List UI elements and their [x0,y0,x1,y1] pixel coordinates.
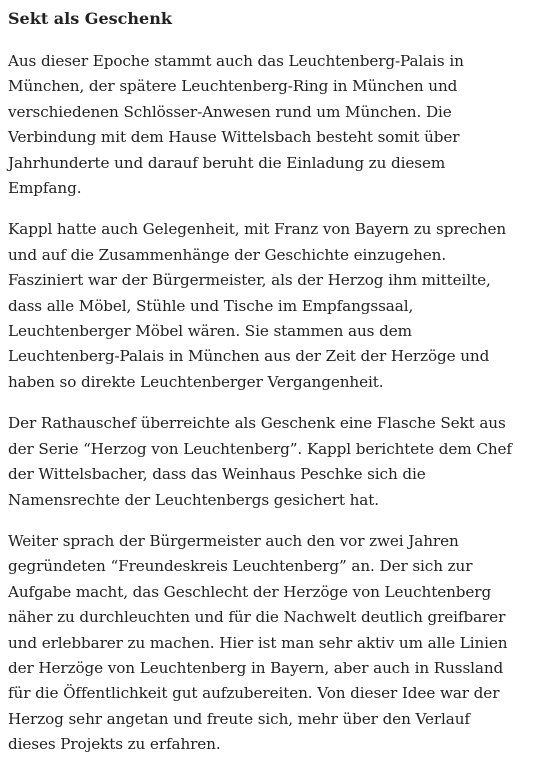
article-body [8,8,540,774]
text-line: Der Rathauschef überreichte als Geschenk eine Flasche Sekt aus [8,414,506,433]
text-line: Weiter sprach der Bürgermeister auch den vor zwei Jahren [8,531,459,550]
text-line: dieses Projekts zu erfahren. [8,735,221,754]
text-line: Leuchtenberger Möbel wären. Sie stammen aus dem [8,322,412,341]
text-line: und erlebbarer zu machen. Hier ist man sehr aktiv um alle Linien [8,633,508,652]
text-line: Herzog sehr angetan und freute sich, mehr über den Verlauf [8,709,470,728]
text-line: der Serie “Herzog von Leuchtenberg”. Kappl berichtete dem Chef [8,439,512,458]
section-heading: Sekt als Geschenk [8,9,172,28]
text-line: haben so direkte Leuchtenberger Vergangenheit. [8,372,384,391]
text-line: der Herzöge von Leuchtenberg in Bayern, aber auch in Russland [8,658,504,677]
paragraph-3 [8,411,540,513]
text-line: Empfang. [8,179,82,198]
text-line: Aufgabe macht, das Geschlecht der Herzöge von Leuchtenberg [8,582,492,601]
text-line: und auf die Zusammenhänge der Geschichte einzugehen. [8,245,447,264]
text-line: verschiedenen Schlösser-Anwesen rund um München. Die [8,102,452,121]
text-line: Verbindung mit dem Hause Wittelsbach besteht somit über [8,128,460,147]
text-line: dass alle Möbel, Stühle und Tische im Empfangssaal, [8,296,414,315]
text-line: Kappl hatte auch Gelegenheit, mit Franz von Bayern zu sprechen [8,220,507,239]
text-line: Namensrechte der Leuchtenbergs gesichert hat. [8,490,379,509]
text-line: für die Öffentlichkeit gut aufzubereiten. Von dieser Idee war der [8,684,500,703]
paragraph-2 [8,217,540,395]
text-line: München, der spätere Leuchtenberg-Ring in München und [8,77,458,96]
text-line: näher zu durchleuchten und für die Nachwelt deutlich greifbarer [8,608,506,627]
text-line: Fasziniert war der Bürgermeister, als der Herzog ihm mitteilte, [8,271,491,290]
text-line: Jahrhunderte und darauf beruht die Einladung zu diesem [8,153,446,172]
paragraph-1 [8,49,540,201]
text-line: gegründeten “Freundeskreis Leuchtenberg” an. Der sich zur [8,557,473,576]
text-line: Aus dieser Epoche stammt auch das Leuchtenberg-Palais in [8,52,464,70]
paragraph-4 [8,529,540,758]
text-line: Leuchtenberg-Palais in München aus der Zeit der Herzöge und [8,347,490,366]
text-line: der Wittelsbacher, dass das Weinhaus Peschke sich die [8,465,426,484]
